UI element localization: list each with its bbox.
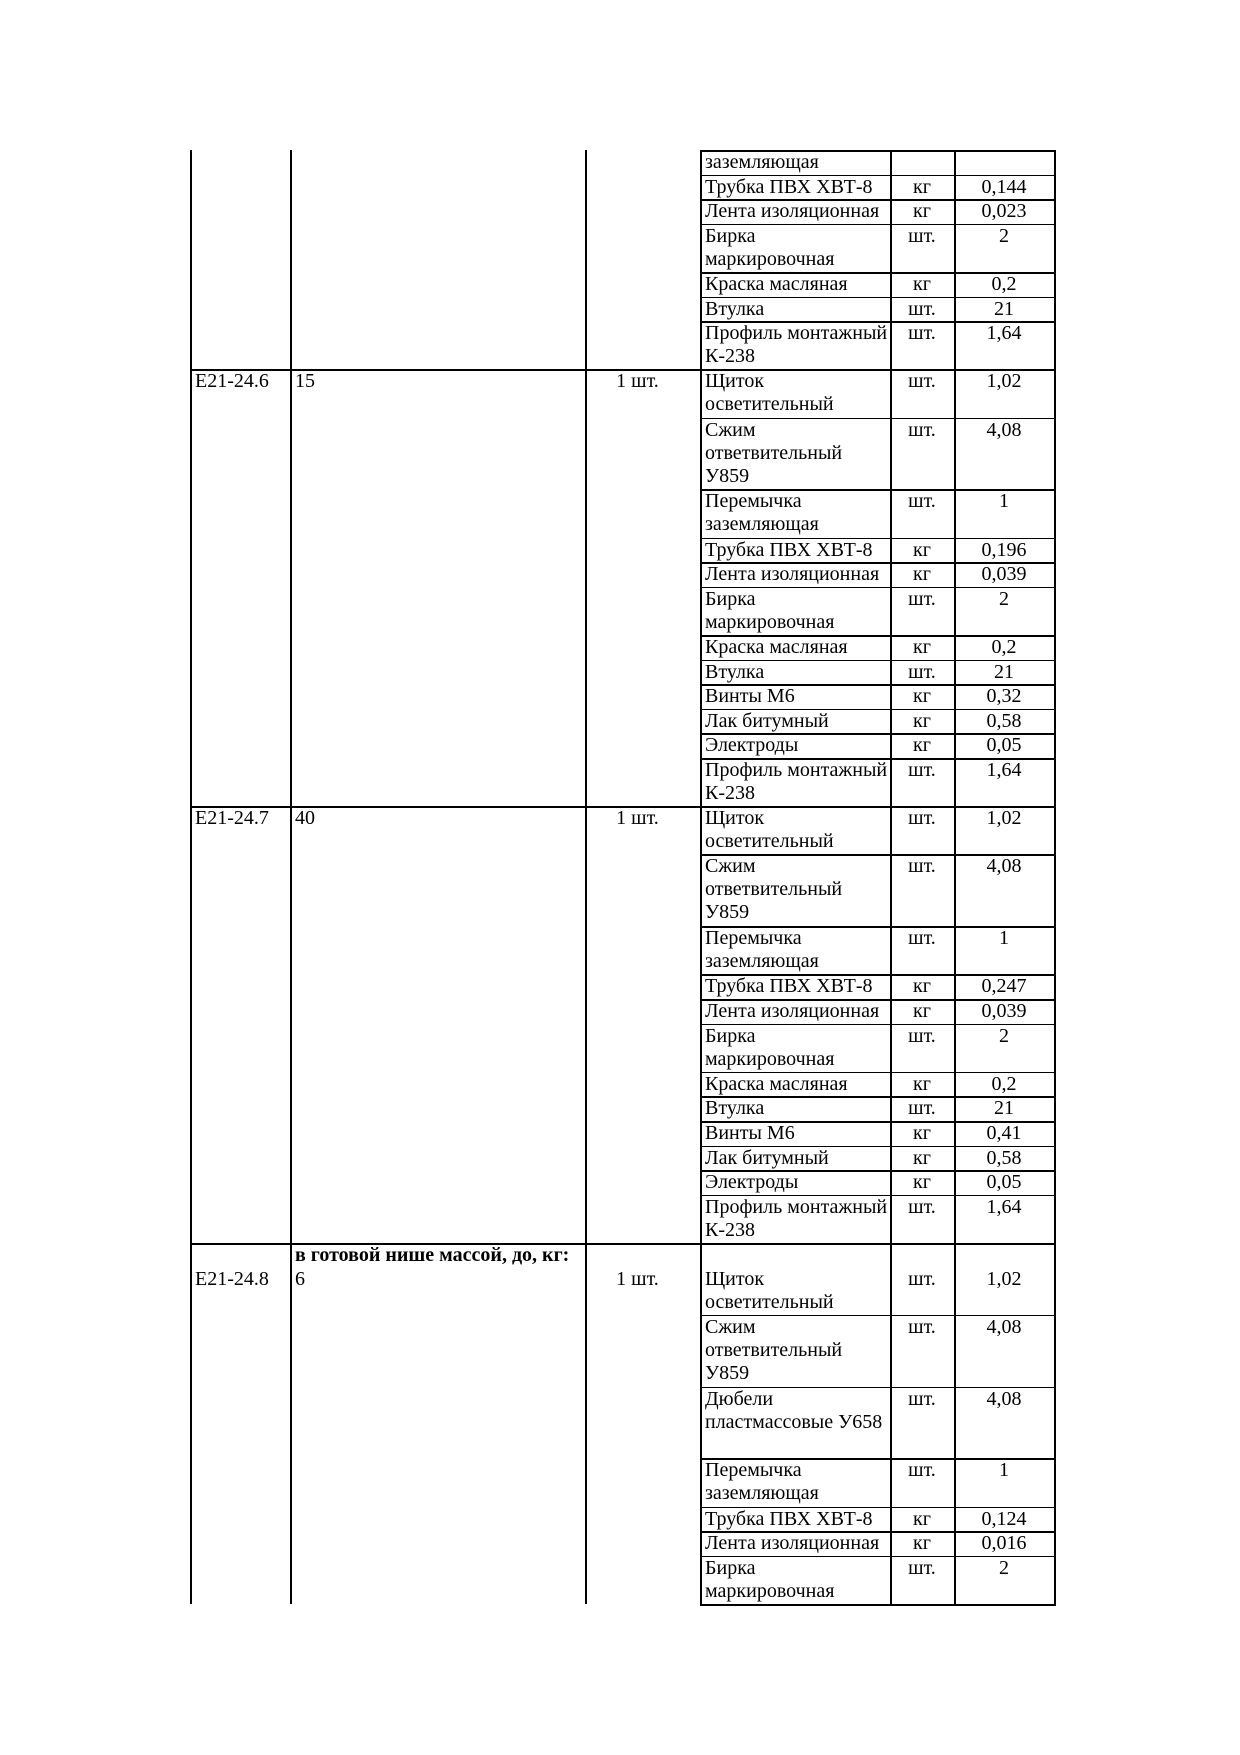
material-name: Трубка ПВХ ХВТ-8 (705, 975, 873, 998)
material-unit: шт. (908, 1097, 936, 1120)
item-count: 1 шт. (616, 1267, 659, 1290)
material-quantity: 1 (999, 490, 1009, 513)
material-quantity: 0,023 (981, 200, 1027, 223)
material-unit: шт. (908, 418, 936, 441)
material-name: Щиток осветительный (705, 807, 834, 853)
material-quantity: 0,41 (986, 1122, 1022, 1144)
material-unit: шт. (908, 759, 936, 781)
item-code: Е21-24.6 (195, 370, 269, 393)
material-name: Сжим ответвительный У859 (705, 418, 843, 487)
material-quantity: 0,124 (981, 1507, 1027, 1530)
material-name: Профиль монтажный К-238 (705, 1195, 888, 1241)
material-unit: кг (913, 538, 931, 561)
material-unit: кг (913, 975, 931, 998)
material-name: Краска масляная (705, 636, 848, 658)
material-quantity: 0,58 (986, 1146, 1022, 1169)
material-unit: шт. (908, 297, 936, 320)
material-unit: шт. (908, 224, 936, 247)
material-quantity: 0,32 (986, 685, 1022, 708)
material-quantity: 2 (999, 1556, 1009, 1579)
material-quantity: 2 (999, 1024, 1009, 1047)
item-description: 15 (295, 370, 315, 393)
material-name: Трубка ПВХ ХВТ-8 (705, 175, 873, 198)
column-rule (585, 150, 587, 1604)
material-name: Трубка ПВХ ХВТ-8 (705, 538, 873, 561)
material-name: Трубка ПВХ ХВТ-8 (705, 1507, 873, 1530)
material-name: Бирка маркировочная (705, 1024, 835, 1070)
item-code: Е21-24.8 (195, 1267, 269, 1290)
material-unit: кг (913, 709, 931, 732)
material-quantity: 0,247 (981, 975, 1027, 998)
material-name: Винты М6 (705, 685, 795, 708)
material-quantity: 1,02 (986, 370, 1022, 393)
material-quantity: 1,02 (986, 1267, 1022, 1290)
material-quantity: 4,08 (986, 418, 1022, 441)
material-name: Дюбели пластмассовые У658 (705, 1387, 883, 1433)
material-unit: кг (913, 734, 931, 757)
material-name: Лента изоляционная (705, 1000, 880, 1022)
material-name: Втулка (705, 297, 765, 320)
material-name: Щиток осветительный (705, 1267, 834, 1313)
material-unit: шт. (908, 1387, 936, 1410)
material-name: Перемычка заземляющая (705, 1459, 819, 1505)
item-description: 40 (295, 807, 315, 830)
material-name: Втулка (705, 660, 765, 683)
material-quantity: 1,02 (986, 807, 1022, 830)
material-name: Лента изоляционная (705, 1532, 880, 1555)
material-unit: кг (913, 1532, 931, 1555)
column-rule (190, 150, 192, 1604)
material-name: Бирка маркировочная (705, 1556, 835, 1602)
material-quantity: 2 (999, 587, 1009, 610)
material-quantity: 0,2 (991, 636, 1017, 658)
column-rule (290, 150, 292, 1604)
material-quantity: 0,016 (981, 1532, 1027, 1555)
material-unit: шт. (908, 855, 936, 878)
material-name: Лак битумный (705, 1146, 829, 1169)
item-heading: в готовой нише массой, до, кг: (295, 1244, 570, 1266)
material-name: Перемычка заземляющая (705, 927, 819, 973)
material-name: Перемычка заземляющая (705, 490, 819, 536)
material-unit: кг (913, 1122, 931, 1144)
material-unit: кг (913, 1072, 931, 1095)
row-rule (700, 1604, 1056, 1606)
material-quantity: 0,196 (981, 538, 1027, 561)
material-name: Сжим ответвительный У859 (705, 855, 843, 924)
material-unit: кг (913, 685, 931, 708)
item-code: Е21-24.7 (195, 807, 269, 830)
material-unit: шт. (908, 1267, 936, 1290)
material-name: Винты М6 (705, 1122, 795, 1144)
material-unit: кг (913, 273, 931, 295)
material-quantity: 1,64 (986, 759, 1022, 781)
material-name: Лента изоляционная (705, 563, 880, 586)
material-unit: шт. (908, 370, 936, 393)
item-description: 6 (295, 1267, 305, 1290)
material-unit: кг (913, 1171, 931, 1194)
material-quantity: 4,08 (986, 1387, 1022, 1410)
material-quantity: 0,144 (981, 175, 1027, 198)
material-unit: шт. (908, 1195, 936, 1218)
material-name: Щиток осветительный (705, 370, 834, 416)
material-unit: шт. (908, 1556, 936, 1579)
material-quantity: 0,58 (986, 709, 1022, 732)
material-unit: кг (913, 1507, 931, 1530)
material-unit: шт. (908, 1315, 936, 1338)
material-unit: шт. (908, 1459, 936, 1482)
material-name: заземляющая (705, 151, 819, 173)
item-count: 1 шт. (616, 370, 659, 393)
material-unit: кг (913, 563, 931, 586)
material-quantity: 1 (999, 927, 1009, 950)
material-quantity: 0,05 (986, 734, 1022, 757)
material-unit: кг (913, 200, 931, 223)
material-quantity: 1 (999, 1459, 1009, 1482)
material-quantity: 1,64 (986, 1195, 1022, 1218)
material-quantity: 1,64 (986, 322, 1022, 345)
material-quantity: 0,039 (981, 1000, 1027, 1022)
material-name: Профиль монтажный К-238 (705, 322, 888, 368)
material-unit: кг (913, 175, 931, 198)
material-quantity: 21 (994, 660, 1014, 683)
material-quantity: 21 (994, 297, 1014, 320)
material-name: Электроды (705, 1171, 799, 1194)
material-name: Втулка (705, 1097, 765, 1120)
material-quantity: 0,05 (986, 1171, 1022, 1194)
material-name: Бирка маркировочная (705, 587, 835, 633)
material-quantity: 0,2 (991, 1072, 1017, 1095)
item-count: 1 шт. (616, 807, 659, 830)
material-quantity: 0,039 (981, 563, 1027, 586)
material-quantity: 4,08 (986, 855, 1022, 878)
material-quantity: 2 (999, 224, 1009, 247)
material-unit: шт. (908, 807, 936, 830)
material-name: Лак битумный (705, 709, 829, 732)
material-name: Электроды (705, 734, 799, 757)
material-quantity: 0,2 (991, 273, 1017, 295)
material-unit: шт. (908, 660, 936, 683)
material-unit: шт. (908, 1024, 936, 1047)
material-name: Лента изоляционная (705, 200, 880, 223)
material-name: Бирка маркировочная (705, 224, 835, 270)
material-unit: кг (913, 1146, 931, 1169)
material-unit: шт. (908, 927, 936, 950)
material-quantity: 21 (994, 1097, 1014, 1120)
material-unit: шт. (908, 490, 936, 513)
material-unit: шт. (908, 322, 936, 345)
material-name: Краска масляная (705, 273, 848, 295)
material-name: Профиль монтажный К-238 (705, 759, 888, 804)
material-name: Сжим ответвительный У859 (705, 1315, 843, 1384)
row-rule (700, 1243, 1056, 1245)
material-name: Краска масляная (705, 1072, 848, 1095)
material-unit: кг (913, 636, 931, 658)
material-unit: кг (913, 1000, 931, 1022)
material-quantity: 4,08 (986, 1315, 1022, 1338)
material-unit: шт. (908, 587, 936, 610)
